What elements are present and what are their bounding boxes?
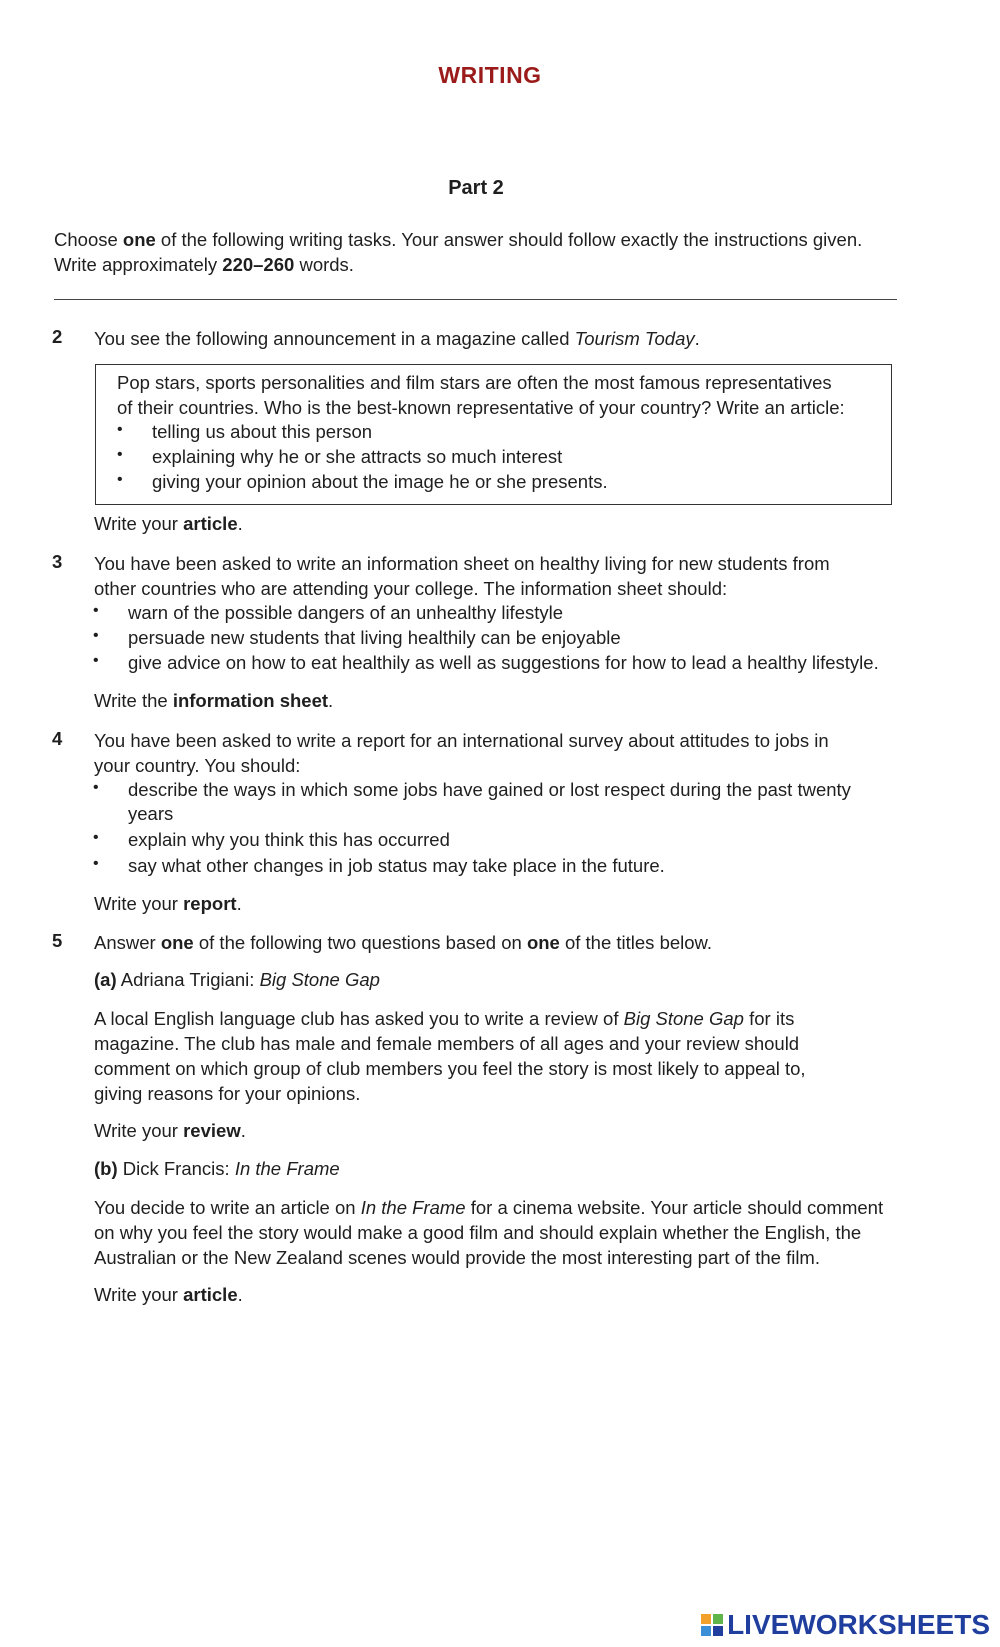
list-item: explaining why he or she attracts so much interest [152, 446, 563, 467]
question-5-prompt: Answer one of the following two questions based on one of the titles below. [94, 932, 713, 953]
question-3-line: You have been asked to write an information sheet on healthy living for new students from [94, 553, 830, 574]
bullet-icon: • [93, 602, 99, 619]
question-4-line: your country. You should: [94, 755, 301, 776]
option-a-heading: (a) Adriana Trigiani: Big Stone Gap [94, 969, 380, 990]
liveworksheets-logo[interactable] [701, 1609, 990, 1641]
list-item: persuade new students that living healthily can be enjoyable [128, 627, 621, 648]
option-b-line: Australian or the New Zealand scenes would provide the most interesting part of the film. [94, 1247, 820, 1268]
bullet-icon: • [93, 627, 99, 644]
write-instruction: Write your article. [94, 513, 243, 534]
option-b-line: on why you feel the story would make a good film and should explain whether the English, the [94, 1222, 862, 1243]
bullet-icon: • [117, 421, 123, 438]
write-instruction: Write your review. [94, 1120, 246, 1141]
bullet-icon: • [93, 652, 99, 669]
list-item: explain why you think this has occurred [128, 829, 450, 850]
option-b-heading: (b) Dick Francis: In the Frame [94, 1158, 340, 1179]
list-item: say what other changes in job status may take place in the future. [128, 855, 665, 876]
write-instruction: Write your article. [94, 1284, 243, 1305]
page-title: WRITING [438, 62, 542, 88]
instructions: Choose one of the following writing tasks. Your answer should follow exactly the instructions given. Write approximately 220–260 words. [54, 229, 863, 275]
divider [54, 299, 897, 300]
question-number: 4 [52, 728, 63, 749]
logo-grid-icon [701, 1614, 723, 1636]
part-heading: Part 2 [448, 177, 504, 199]
bullet-icon: • [93, 829, 99, 846]
list-item-continuation: years [128, 803, 174, 824]
logo-text: LIVEWORKSHEETS [727, 1609, 990, 1640]
question-4-line: You have been asked to write a report for an international survey about attitudes to jobs in [94, 730, 829, 751]
announcement-line: of their countries. Who is the best-known representative of your country? Write an article: [117, 397, 845, 418]
bullet-icon: • [93, 855, 99, 872]
option-a-line: A local English language club has asked you to write a review of Big Stone Gap for its [94, 1008, 795, 1029]
list-item: warn of the possible dangers of an unhealthy lifestyle [128, 602, 564, 623]
question-number: 3 [52, 551, 63, 572]
list-item: telling us about this person [152, 421, 373, 442]
option-b-line: You decide to write an article on In the Frame for a cinema website. Your article should comment [94, 1197, 884, 1218]
bullet-icon: • [117, 446, 123, 463]
write-instruction: Write your report. [94, 893, 242, 914]
bullet-icon: • [93, 779, 99, 796]
option-a-line: comment on which group of club members you feel the story is most likely to appeal to, [94, 1058, 806, 1079]
list-item: describe the ways in which some jobs have gained or lost respect during the past twenty [128, 779, 851, 800]
question-2-prompt: You see the following announcement in a magazine called Tourism Today. [94, 328, 700, 349]
question-number: 5 [52, 930, 63, 951]
write-instruction: Write the information sheet. [94, 690, 334, 711]
bullet-icon: • [117, 471, 123, 488]
list-item: giving your opinion about the image he or she presents. [152, 471, 608, 492]
list-item: give advice on how to eat healthily as well as suggestions for how to lead a healthy lifestyle. [128, 652, 879, 673]
option-a-line: giving reasons for your opinions. [94, 1083, 361, 1104]
option-a-line: magazine. The club has male and female members of all ages and your review should [94, 1033, 800, 1054]
announcement-line: Pop stars, sports personalities and film stars are often the most famous representatives [117, 372, 832, 393]
question-3-line: other countries who are attending your college. The information sheet should: [94, 578, 728, 599]
question-number: 2 [52, 326, 63, 347]
